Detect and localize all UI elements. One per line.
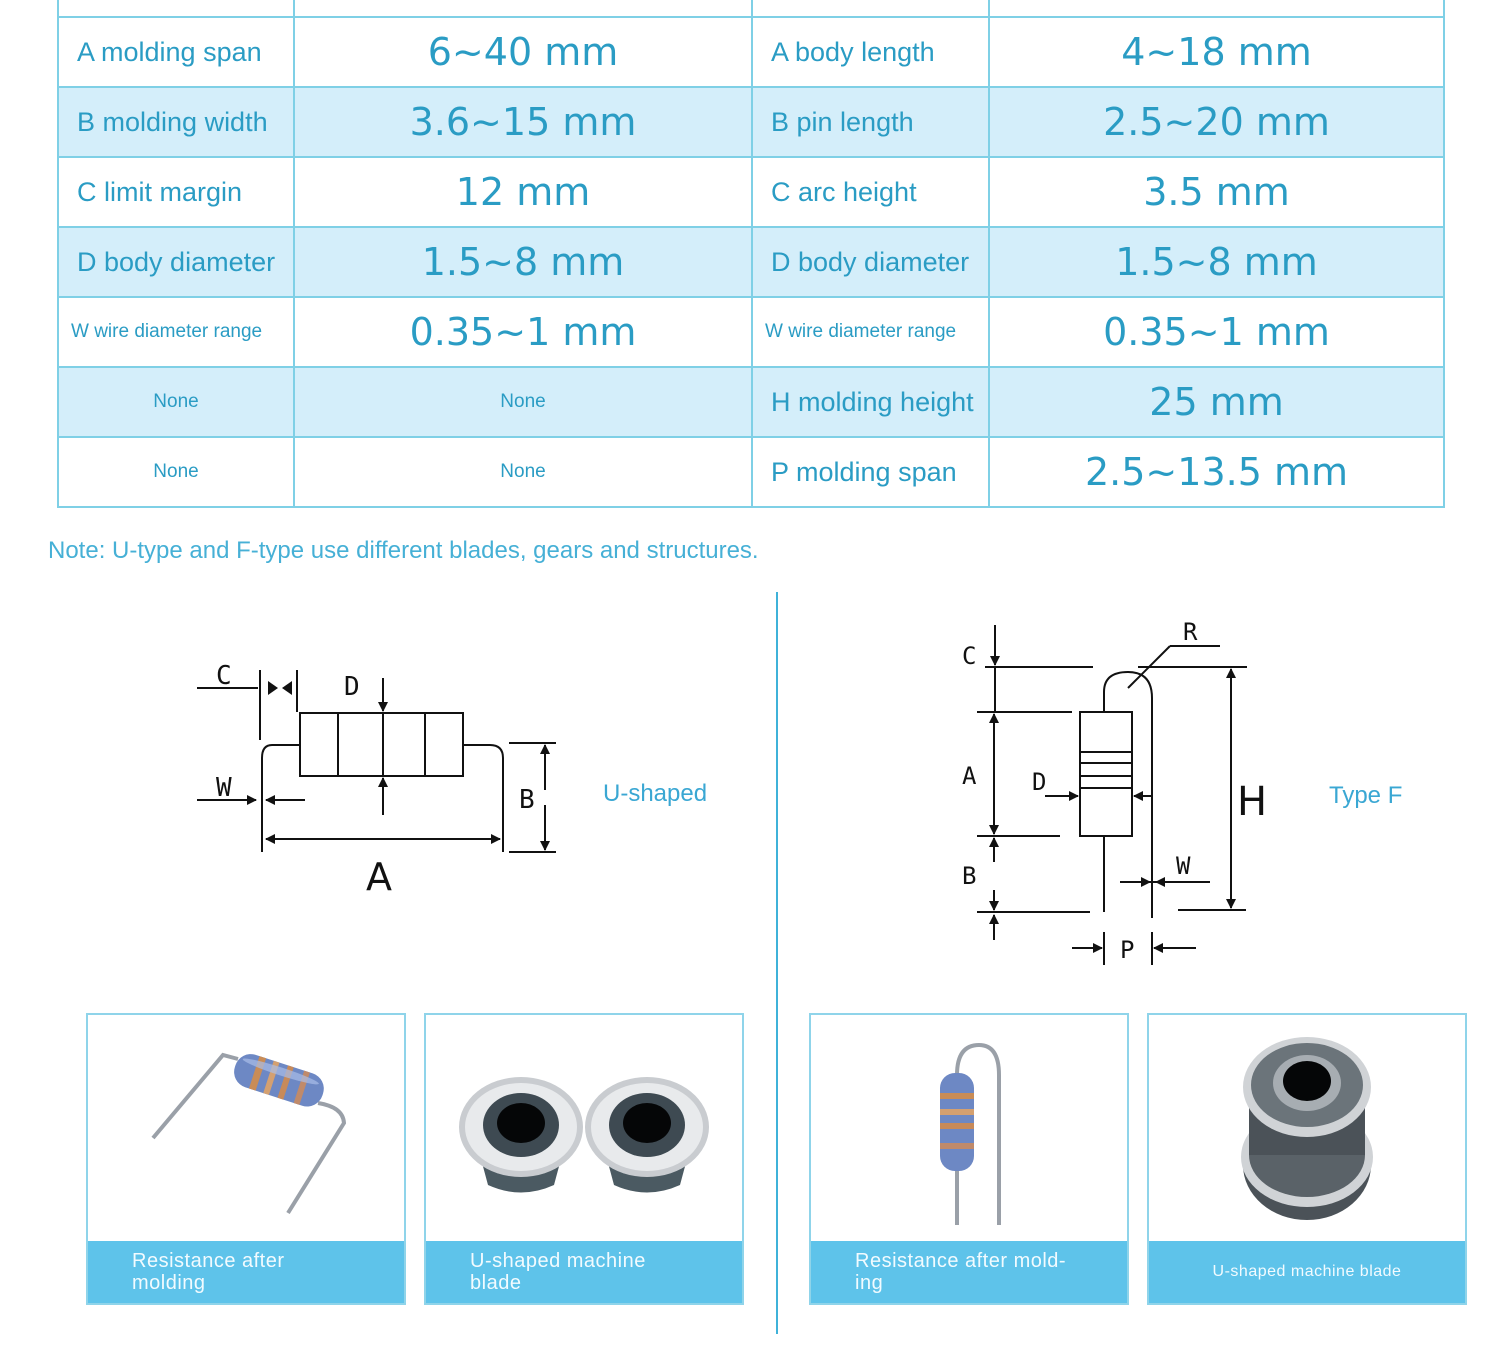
table-row — [58, 17, 1444, 87]
section-divider — [776, 592, 778, 1334]
photo-f-blade — [1147, 1013, 1467, 1305]
table-row — [58, 227, 1444, 297]
resistor-image — [88, 1015, 406, 1245]
dim-letter: B — [962, 862, 977, 890]
blade-image — [426, 1015, 744, 1245]
param-value: 6~40 mm — [294, 17, 752, 87]
photo-f-resistor — [809, 1013, 1129, 1305]
param-label: B pin length — [752, 87, 989, 157]
note-text: Note: U-type and F-type use different blades, gears and structures. — [48, 537, 759, 564]
param-label: W wire diameter range — [752, 297, 989, 367]
param-value: 2.5~20 mm — [989, 87, 1444, 157]
dim-letter: B — [519, 785, 535, 815]
param-label: A molding span — [58, 17, 294, 87]
type-f-label: Type F — [1329, 782, 1403, 809]
dim-letter: A — [366, 855, 392, 899]
param-value: 2.5~13.5 mm — [989, 437, 1444, 507]
dim-letter: W — [216, 773, 232, 803]
param-label: H molding height — [752, 367, 989, 437]
photo-u-blade — [424, 1013, 744, 1305]
param-label: None — [58, 367, 294, 437]
param-value: 1.5~8 mm — [989, 227, 1444, 297]
param-value: 0.35~1 mm — [294, 297, 752, 367]
param-label: C limit margin — [58, 157, 294, 227]
resistor-image — [811, 1015, 1129, 1245]
blade-image — [1149, 1015, 1467, 1245]
photo-caption: Resistance after molding — [88, 1241, 404, 1303]
photo-caption: U-shaped machine blade — [426, 1241, 742, 1303]
param-value: 25 mm — [989, 367, 1444, 437]
photo-caption: Resistance after mold-ing — [811, 1241, 1127, 1303]
dim-letter: H — [1237, 779, 1268, 825]
dim-letter: C — [216, 661, 232, 691]
dim-letter: A — [962, 762, 977, 790]
param-label: P molding span — [752, 437, 989, 507]
table-row — [58, 437, 1444, 507]
param-value: 3.6~15 mm — [294, 87, 752, 157]
dim-letter: P — [1120, 936, 1135, 964]
photo-u-resistor — [86, 1013, 406, 1305]
table-row — [58, 87, 1444, 157]
param-value: 3.5 mm — [989, 157, 1444, 227]
table-row — [58, 367, 1444, 437]
table-row — [58, 297, 1444, 367]
photo-caption: U-shaped machine blade — [1149, 1241, 1465, 1303]
table-row — [58, 157, 1444, 227]
param-value: None — [294, 367, 752, 437]
param-label: B molding width — [58, 87, 294, 157]
param-value: None — [294, 437, 752, 507]
dim-letter: D — [344, 672, 360, 702]
param-label: W wire diameter range — [58, 297, 294, 367]
dim-letter: W — [1176, 852, 1191, 880]
param-label: D body diameter — [58, 227, 294, 297]
dim-letter: R — [1183, 618, 1198, 646]
type-f-diagram — [950, 610, 1280, 970]
param-value: 0.35~1 mm — [989, 297, 1444, 367]
param-label: D body diameter — [752, 227, 989, 297]
param-value: 4~18 mm — [989, 17, 1444, 87]
spec-table — [57, 0, 1445, 508]
param-label: A body length — [752, 17, 989, 87]
dim-letter: D — [1032, 768, 1047, 796]
param-label: C arc height — [752, 157, 989, 227]
param-label: None — [58, 437, 294, 507]
table-row-partial — [58, 0, 1444, 17]
u-shaped-label: U-shaped — [603, 780, 708, 807]
param-value: 1.5~8 mm — [294, 227, 752, 297]
u-shaped-diagram — [180, 650, 580, 910]
param-value: 12 mm — [294, 157, 752, 227]
dim-letter: C — [962, 642, 977, 670]
